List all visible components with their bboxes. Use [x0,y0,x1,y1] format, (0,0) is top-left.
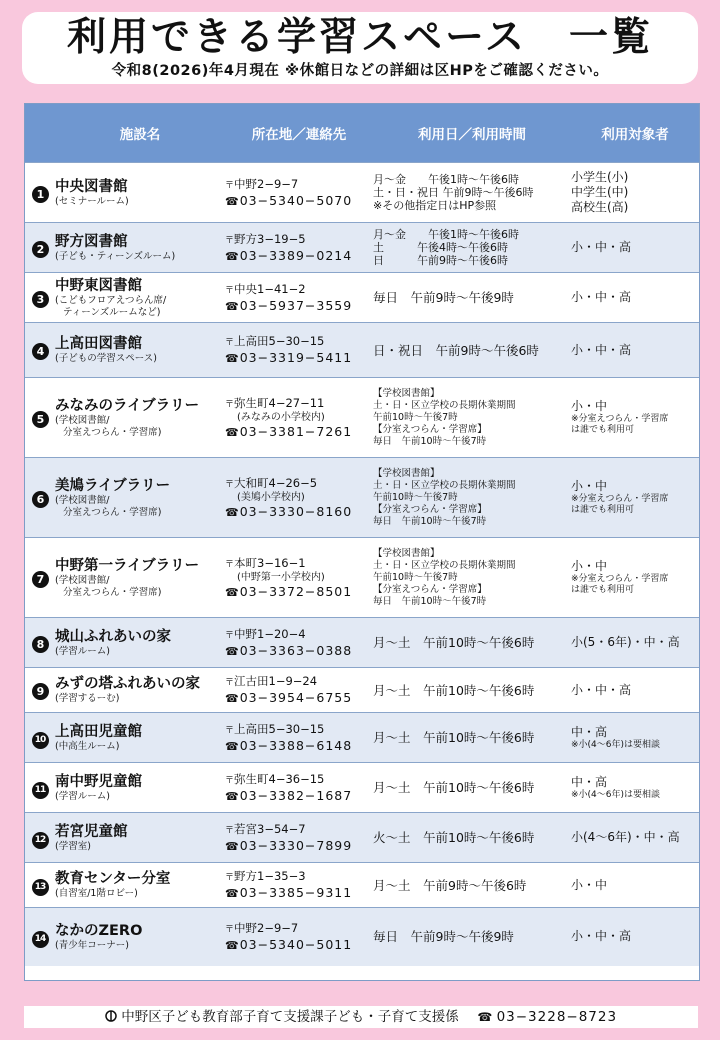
row-number-cell [25,713,55,763]
row-number-cell [25,538,55,618]
phone-line [225,838,373,854]
target-cell [571,908,699,966]
hours-cell [373,458,571,538]
hours-line: 午前10時～午後7時 [373,411,458,423]
facility-room: (こどもフロアえつらん席/ [55,294,167,306]
target-line: 小・中・高 [571,240,632,254]
facility-name: なかのZERO [55,922,143,939]
header-address: 所在地／連絡先 [225,104,373,163]
hours-line: 午前10時～午後7時 [373,491,458,503]
target-cell [571,813,699,863]
telephone-icon: ☎ [225,739,240,753]
row-number-badge: 5 [32,411,49,428]
facility-name: 上高田図書館 [55,336,142,352]
table-row [25,813,699,863]
target-note: は誰でも利用可 [571,585,635,595]
phone-line [225,350,373,366]
header-target: 利用対象者 [571,104,699,163]
row-number-badge: 13 [32,879,49,896]
row-number-cell [25,908,55,966]
phone-line [225,937,373,953]
target-note: は誰でも利用可 [571,505,635,515]
header-num [25,104,55,163]
table-row [25,378,699,458]
address-text: 弥生町4−27−11 [234,395,325,410]
address-line [225,722,373,738]
facility-name-cell [55,618,225,668]
postal-mark-icon: 〒 [225,775,235,786]
row-number-badge: 3 [32,291,49,308]
postal-mark-icon: 〒 [225,479,235,490]
facility-name-cell [55,223,225,273]
footer-tel: 03−3228−8723 [496,1009,618,1025]
table-row [25,618,699,668]
hours-line: 毎日 午前10時～午後7時 [373,435,487,447]
table-row [25,863,699,908]
facility-name-cell [55,863,225,908]
row-number-badge: 8 [32,636,49,653]
target-line: 小・中 [571,877,608,892]
phone-number: 03−3330−8160 [239,503,353,519]
address-line [225,772,373,788]
target-line: 高校生(高) [571,200,629,214]
facility-room-cont: 分室えつらん・学習席) [63,586,162,598]
address-cell [225,323,373,378]
facility-room: (学校図書館/ [55,494,110,506]
phone-line [225,738,373,754]
target-cell [571,163,699,223]
hours-cell [373,713,571,763]
target-line: 小学生(小) [571,170,629,184]
row-number-cell [25,273,55,323]
facility-room: (セミナールーム) [55,195,129,207]
facility-room-cont: ティーンズルームなど) [63,306,161,318]
target-cell [571,458,699,538]
telephone-icon: ☎ [225,692,240,705]
telephone-icon: ☎ [225,839,240,853]
phone-line [225,643,373,659]
address-note: (みなみの小学校内) [237,411,325,423]
hours-line: 【学校図書館】 [373,547,440,559]
phone-number: 03−3330−7899 [239,837,353,853]
postal-mark-icon: 〒 [225,873,235,883]
telephone-icon: ☎ [225,887,240,900]
target-line: 中・高 [571,724,608,739]
hours-cell [373,223,571,273]
hours-line: 日・祝日 午前9時～午後6時 [373,342,539,358]
address-cell [225,863,373,908]
address-cell [225,668,373,713]
facility-name-cell [55,713,225,763]
address-cell [225,713,373,763]
hours-line: 毎日 午前9時～午後9時 [373,929,514,945]
telephone-icon: ☎ [225,505,240,519]
postal-mark-icon: 〒 [225,338,235,348]
phone-number: 03−3372−8501 [239,583,353,599]
table-row [25,223,699,273]
address-cell [225,223,373,273]
address-text: 若宮3−54−7 [234,821,306,836]
address-text: 弥生町4−36−15 [234,771,325,786]
target-line: 小(4～6年)・中・高 [571,830,680,844]
phone-number: 03−3389−0214 [239,247,353,263]
facility-name-cell [55,323,225,378]
address-cell [225,378,373,458]
address-line [225,627,373,643]
facility-room: (自習室/1階ロビー) [55,888,138,899]
hours-line: 土・日・区立学校の長期休業期間 [373,479,516,491]
hours-cell [373,763,571,813]
facility-room: (学校図書館/ [55,414,110,426]
address-text: 本町3−16−1 [234,555,306,570]
address-line [225,674,373,690]
hours-line: 月～金 午後1時～午後6時 [373,228,519,241]
address-note: (美鳩小学校内) [237,491,305,503]
hours-line: 火～土 午前10時～午後6時 [373,830,535,845]
row-number-cell [25,223,55,273]
facility-room: (中高生ルーム) [55,740,120,752]
facility-room: (子ども・ティーンズルーム) [55,250,176,262]
phone-line [225,248,373,264]
postal-mark-icon: 〒 [225,559,235,570]
facility-name: みずの塔ふれあいの家 [55,676,200,692]
hours-cell [373,813,571,863]
target-cell [571,223,699,273]
address-text: 野方3−19−5 [234,231,306,246]
postal-mark-icon: 〒 [225,399,235,410]
address-text: 上高田5−30−15 [234,721,325,736]
hours-line: ※その他指定日はHP参照 [373,199,497,212]
target-note: ※小(4～6年)は要相談 [571,739,661,750]
facility-room: (学校図書館/ [55,574,110,586]
telephone-icon: ☎ [225,644,240,658]
facility-name-cell [55,538,225,618]
address-line [225,869,373,885]
facility-name-cell [55,273,225,323]
postal-mark-icon: 〒 [225,285,235,296]
phone-line [225,788,373,804]
target-cell [571,618,699,668]
hours-line: 【分室えつらん・学習席】 [373,423,487,435]
hours-line: 日 午前9時～午後6時 [373,254,508,267]
row-number-cell [25,378,55,458]
hours-line: 毎日 午前9時～午後9時 [373,290,514,305]
hours-cell [373,668,571,713]
hours-cell [373,163,571,223]
address-cell [225,458,373,538]
target-line: 小・中・高 [571,682,632,697]
row-number-badge: 9 [32,683,49,700]
target-note: ※分室えつらん・学習席 [571,494,669,504]
target-cell [571,273,699,323]
facility-name: 教育センター分室 [55,871,171,887]
postal-mark-icon: 〒 [225,180,235,191]
row-number-badge: 7 [32,571,49,588]
facility-name: 城山ふれあいの家 [55,628,171,645]
header-hours: 利用日／利用時間 [373,104,571,163]
phone-number: 03−5340−5011 [239,936,353,952]
hours-line: 月～土 午前10時～午後6時 [373,730,535,745]
facility-name-cell [55,763,225,813]
table-row [25,908,699,966]
row-number-cell [25,163,55,223]
facility-room: (青少年コーナー) [55,939,129,951]
facility-name-cell [55,458,225,538]
facility-name-cell [55,163,225,223]
telephone-icon: ☎ [225,789,240,803]
telephone-icon: ☎ [225,938,240,952]
address-text: 野方1−35−3 [234,869,306,883]
hours-cell [373,908,571,966]
table-row [25,763,699,813]
address-line [225,476,373,492]
title-box [22,12,698,84]
target-cell [571,763,699,813]
facility-table [24,103,700,981]
target-line: 小・中 [571,399,608,413]
phone-number: 03−3381−7261 [239,423,353,439]
row-number-cell [25,863,55,908]
phone-line [225,504,373,520]
header-name: 施設名 [55,104,225,163]
row-number-cell [25,763,55,813]
address-text: 中央1−41−2 [234,281,306,296]
table-row [25,323,699,378]
telephone-icon: ☎ [225,249,240,263]
postal-mark-icon: 〒 [225,235,235,246]
telephone-icon: ☎ [225,425,240,439]
target-note: は誰でも利用可 [571,425,635,435]
target-cell [571,713,699,763]
hours-line: 月～土 午前10時～午後6時 [373,780,535,795]
hours-cell [373,378,571,458]
target-line: 小・中 [571,559,608,573]
target-line: 小・中・高 [571,342,632,357]
hours-line: 月～金 午後1時～午後6時 [373,173,519,186]
facility-name: 中野第一ライブラリー [55,557,200,574]
row-number-badge: 6 [32,491,49,508]
table-header-row [25,104,699,163]
facility-room-cont: 分室えつらん・学習席) [63,426,162,438]
address-line [225,556,373,572]
target-cell [571,863,699,908]
table-row [25,538,699,618]
address-cell [225,813,373,863]
hours-cell [373,323,571,378]
facility-name: 美鳩ライブラリー [55,477,171,494]
row-number-badge: 12 [32,832,49,849]
address-text: 上高田5−30−15 [234,334,325,348]
target-line: 小・中・高 [571,290,632,304]
address-cell [225,163,373,223]
address-text: 大和町4−26−5 [234,475,318,490]
row-number-cell [25,813,55,863]
postal-mark-icon: 〒 [225,924,235,935]
table-row [25,668,699,713]
phone-number: 03−3954−6755 [239,690,353,705]
phone-line [225,298,373,314]
address-line [225,177,373,193]
telephone-icon: ☎ [225,352,240,365]
phone-line [225,193,373,209]
postal-mark-icon: 〒 [225,678,235,688]
row-number-badge: 4 [32,343,49,360]
hours-line: 【分室えつらん・学習席】 [373,583,487,595]
telephone-icon: ☎ [225,194,240,208]
facility-name-cell [55,813,225,863]
facility-room: (学習ルーム) [55,645,110,657]
footer-contact [24,1006,698,1028]
address-text: 中野2−9−7 [234,920,299,935]
phone-number: 03−3388−6148 [239,737,353,753]
phone-number: 03−5340−5070 [239,192,353,208]
table-row [25,273,699,323]
address-line [225,282,373,298]
hours-cell [373,538,571,618]
phone-number: 03−3382−1687 [239,787,353,803]
hours-line: 毎日 午前10時～午後7時 [373,595,487,607]
hours-line: 月～土 午前9時～午後6時 [373,877,527,893]
address-line [225,396,373,412]
facility-name-cell [55,668,225,713]
page-subtitle: 令和8(2026)年4月現在 ※休館日などの詳細は区HPをご確認ください。 [111,63,609,79]
table-row [25,458,699,538]
hours-line: 土・日・区立学校の長期休業期間 [373,399,516,411]
address-text: 中野1−20−4 [234,626,306,641]
hours-line: 月～土 午前10時～午後6時 [373,635,535,650]
telephone-icon: ☎ [477,1010,493,1024]
facility-name: 中央図書館 [55,178,128,195]
phone-number: 03−3363−0388 [239,642,353,658]
phone-number: 03−3385−9311 [239,885,353,900]
postal-mark-icon: 〒 [225,725,235,736]
target-note: ※分室えつらん・学習席 [571,414,669,424]
facility-room-cont: 分室えつらん・学習席) [63,506,162,518]
hours-line: 月～土 午前10時～午後6時 [373,682,535,698]
hours-line: 土・日・区立学校の長期休業期間 [373,559,516,571]
target-note: ※小(4～6年)は要相談 [571,789,661,800]
row-number-badge: 1 [32,186,49,203]
row-number-cell [25,618,55,668]
department-mark-icon [105,1006,117,1028]
table-row [25,163,699,223]
telephone-icon: ☎ [225,585,240,599]
row-number-cell [25,323,55,378]
postal-mark-icon: 〒 [225,630,235,641]
facility-name-cell [55,908,225,966]
phone-line [225,885,373,901]
hours-line: 土・日・祝日 午前9時～午後6時 [373,186,534,199]
target-line: 小・中 [571,479,608,493]
phone-line [225,424,373,440]
facility-name: 若宮児童館 [55,823,128,840]
address-line [225,334,373,350]
hours-line: 午前10時～午後7時 [373,571,458,583]
facility-name: 中野東図書館 [55,277,142,294]
address-cell [225,908,373,966]
target-cell [571,538,699,618]
hours-line: 毎日 午前10時～午後7時 [373,515,487,527]
facility-room: (学習室) [55,840,91,852]
phone-line [225,584,373,600]
facility-name: 野方図書館 [55,233,128,250]
address-line [225,822,373,838]
hours-cell [373,863,571,908]
address-cell [225,538,373,618]
phone-line [225,690,373,706]
row-number-badge: 10 [32,732,49,749]
address-cell [225,273,373,323]
target-note: ※分室えつらん・学習席 [571,574,669,584]
footer-org: 中野区子ども教育部子育て支援課子ども・子育て支援係 [121,1009,459,1025]
address-line [225,232,373,248]
hours-line: 【学校図書館】 [373,387,440,399]
address-cell [225,763,373,813]
target-cell [571,668,699,713]
address-text: 中野2−9−7 [234,176,299,191]
facility-name: みなみのライブラリー [55,397,200,414]
row-number-cell [25,458,55,538]
target-cell [571,323,699,378]
hours-line: 【分室えつらん・学習席】 [373,503,487,515]
hours-line: 土 午後4時～午後6時 [373,241,508,254]
page-title: 利用できる学習スペース 一覧 [66,15,654,60]
target-line: 小・中・高 [571,929,632,944]
facility-room: (学習するーむ) [55,693,120,704]
row-number-badge: 2 [32,241,49,258]
hours-cell [373,618,571,668]
target-line: 小(5・6年)・中・高 [571,635,680,649]
facility-name: 上高田児童館 [55,723,142,740]
phone-number: 03−5937−3559 [239,297,353,313]
facility-name: 南中野児童館 [55,773,142,790]
facility-room: (学習ルーム) [55,790,110,802]
telephone-icon: ☎ [225,299,240,313]
phone-number: 03−3319−5411 [239,350,353,365]
address-line [225,921,373,937]
address-text: 江古田1−9−24 [234,674,318,688]
hours-cell [373,273,571,323]
target-cell [571,378,699,458]
facility-name-cell [55,378,225,458]
address-note: (中野第一小学校内) [237,571,325,583]
target-line: 中学生(中) [571,185,629,199]
target-line: 中・高 [571,774,608,789]
postal-mark-icon: 〒 [225,825,235,836]
hours-line: 【学校図書館】 [373,467,440,479]
table-row [25,713,699,763]
address-cell [225,618,373,668]
facility-room: (子どもの学習スペース) [55,353,157,364]
row-number-badge: 11 [32,782,49,799]
row-number-cell [25,668,55,713]
row-number-badge: 14 [32,931,49,948]
